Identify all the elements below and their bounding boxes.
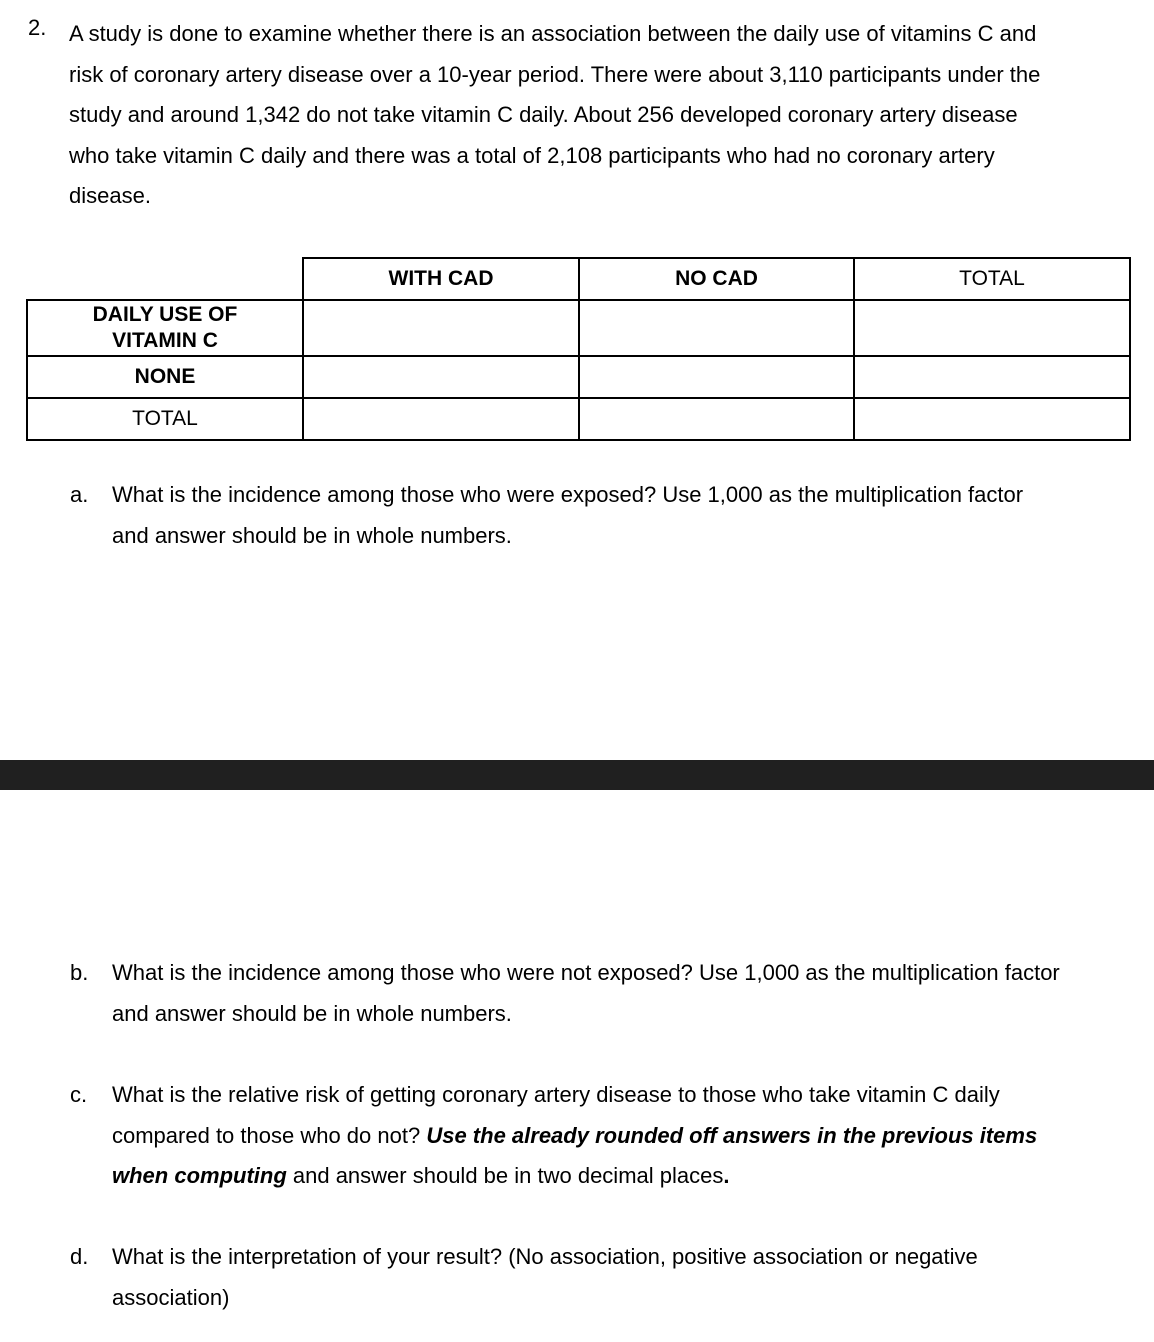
cell-daily-total[interactable] [854,300,1130,356]
cell-none-total[interactable] [854,356,1130,398]
question-intro [69,14,1129,217]
cell-none-with-cad[interactable] [303,356,579,398]
row-label-daily-use [27,300,303,356]
item-c [70,1075,1140,1197]
header-with-cad: WITH CAD [303,258,579,300]
item-line: What is the relative risk of getting coronary artery disease to those who take vitamin C daily [112,1082,1000,1107]
item-a [70,475,1140,556]
question-number: 2. [28,15,47,40]
item-letter: d. [70,1244,89,1269]
header-row [27,258,1130,300]
row-label-line: VITAMIN C [112,329,218,352]
item-line: association) [112,1284,230,1310]
item-line: What is the incidence among those who were not exposed? Use 1,000 as the multiplication factor [112,960,1060,985]
intro-line: disease. [69,183,151,209]
intro-line: risk of coronary artery disease over a 10-year period. There were about 3,110 participants under the [69,61,1041,87]
cell-none-no-cad[interactable] [579,356,854,398]
intro-line: study and around 1,342 do not take vitamin C daily. About 256 developed coronary artery disease [69,102,1018,128]
row-label-none: NONE [27,356,303,398]
item-b [70,953,1140,1034]
item-letter: c. [70,1082,88,1107]
emphasis-text: Use the already rounded off answers in the previous items [426,1122,1038,1148]
emphasis-text: when computing [112,1163,287,1189]
row-total [27,398,1130,440]
header-total: TOTAL [854,258,1130,300]
intro-line: who take vitamin C daily and there was a total of 2,108 participants who had no coronary artery [69,142,995,168]
contingency-table [26,257,1131,441]
item-line: and answer should be in whole numbers. [112,1000,512,1026]
item-line [112,1156,1140,1197]
bold-period: . [723,1163,730,1189]
row-daily-vitamin-c [27,300,1130,356]
item-line: What is the incidence among those who were exposed? Use 1,000 as the multiplication factor [112,482,1024,507]
cell-daily-no-cad[interactable] [579,300,854,356]
item-d [70,1237,1140,1318]
cell-daily-with-cad[interactable] [303,300,579,356]
row-label-total: TOTAL [27,398,303,440]
plain-text: and answer should be in two decimal places [286,1163,724,1189]
row-none [27,356,1130,398]
corner-cell [27,258,303,300]
item-line: What is the interpretation of your result? (No association, positive association or negative [112,1244,978,1269]
item-letter: b. [70,960,89,985]
plain-text: compared to those who do not? [112,1122,427,1148]
item-line [112,1116,1140,1157]
item-line: and answer should be in whole numbers. [112,522,512,548]
header-no-cad: NO CAD [579,258,854,300]
cell-total-no-cad[interactable] [579,398,854,440]
item-letter: a. [70,482,89,507]
intro-line: A study is done to examine whether there is an association between the daily use of vitamins C and [69,21,1037,46]
cell-grand-total[interactable] [854,398,1130,440]
cell-total-with-cad[interactable] [303,398,579,440]
row-label-line: DAILY USE OF [92,303,238,326]
dark-divider-band [0,760,1154,790]
